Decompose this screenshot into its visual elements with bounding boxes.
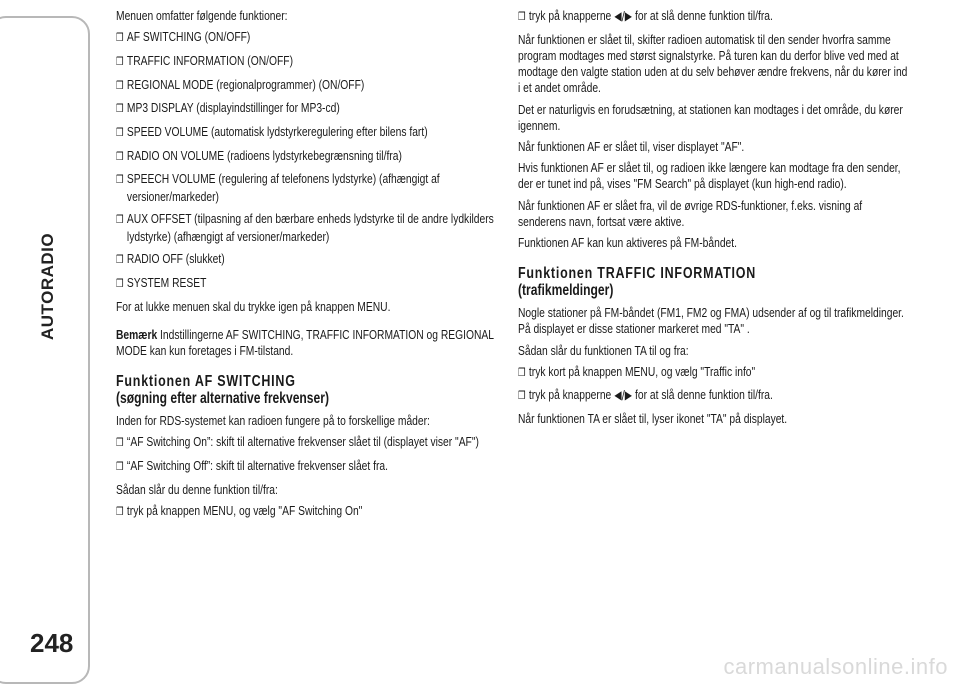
af-heading-subtitle: (søgning efter alternative frekvenser) (116, 390, 329, 408)
checkbox-bullet-icon: ❒ (116, 253, 124, 267)
note-label: Bemærk (116, 326, 158, 342)
checkbox-bullet-icon: ❒ (518, 365, 526, 379)
list-item: ❒ AF SWITCHING (ON/OFF) (116, 29, 506, 46)
checkbox-bullet-icon: ❒ (116, 31, 124, 45)
af-intro: Inden for RDS-systemet kan radioen fungere på to forskellige måder: (116, 413, 430, 429)
checkbox-bullet-icon: ❒ (116, 126, 124, 140)
list-item: ❒ tryk på knapperne ◀/▶ for at slå denne funktion til/fra. (518, 387, 908, 404)
paragraph: Når funktionen AF er slået fra, vil de øvrige RDS-funktioner, f.eks. visning af senderens navn, fortsat være aktive. (518, 197, 863, 229)
page-frame (0, 16, 90, 684)
list-item: ❒ SPEED VOLUME (automatisk lydstyrkeregulering efter bilens fart) (116, 124, 506, 141)
checkbox-bullet-icon: ❒ (116, 78, 124, 92)
checkbox-bullet-icon: ❒ (116, 173, 124, 187)
list-item: ❒ tryk på knappen MENU, og vælg "AF Switching On" (116, 503, 506, 520)
list-item: ❒ MP3 DISPLAY (displayindstillinger for MP3-cd) (116, 100, 506, 117)
checkbox-bullet-icon: ❒ (116, 102, 124, 116)
list-item: ❒ TRAFFIC INFORMATION (ON/OFF) (116, 53, 506, 70)
checkbox-bullet-icon: ❒ (116, 460, 124, 474)
list-item: ❒ RADIO ON VOLUME (radioens lydstyrkebegrænsning til/fra) (116, 148, 506, 165)
checkbox-bullet-icon: ❒ (116, 213, 124, 227)
left-column (116, 8, 506, 527)
watermark: carmanualsonline.info (723, 654, 948, 679)
ta-result: Når funktionen TA er slået til, lyser ikonet "TA" på displayet. (518, 411, 788, 427)
af-heading (116, 373, 506, 407)
checkbox-bullet-icon: ❒ (518, 389, 526, 403)
list-item: ❒ tryk på knapperne ◀/▶ for at slå denne funktion til/fra. (518, 8, 908, 25)
list-item: ❒ tryk kort på knappen MENU, og vælg "Traffic info" (518, 364, 908, 381)
side-tab (0, 0, 104, 686)
ta-howto: Sådan slår du funktionen TA til og fra: (518, 342, 689, 358)
paragraph: Når funktionen er slået til, skifter radioen automatisk til den sender hvorfra samme program modtages med størst signalstyrke. På turen kan du derfor blive ved med at modtage den valgte station uden at du selv behøver ændre frekvens, når du kører ind i et andet område. (518, 31, 908, 96)
menu-intro: Menuen omfatter følgende funktioner: (116, 8, 288, 23)
ta-intro: Nogle stationer på FM-båndet (FM1, FM2 og FMA) udsender af og til trafikmeldinger. På displayet er disse stationer markeret med "TA" . (518, 305, 904, 337)
close-menu-text: For at lukke menuen skal du trykke igen på knappen MENU. (116, 298, 391, 314)
ta-heading-title: Funktionen TRAFFIC INFORMATION (518, 265, 757, 283)
note-text: Indstillingerne AF SWITCHING, TRAFFIC INFORMATION og REGIONAL MODE kan kun foretages i FM-tilstand. (116, 326, 494, 359)
page-number: 248 (30, 628, 74, 658)
left-right-arrow-icon: ◀/▶ (614, 388, 632, 403)
checkbox-bullet-icon: ❒ (116, 149, 124, 163)
ta-heading (518, 265, 908, 299)
list-item: ❒ “AF Switching Off”: skift til alternative frekvenser slået fra. (116, 458, 506, 475)
paragraph: Funktionen AF kan kun aktiveres på FM-båndet. (518, 234, 737, 250)
right-column (518, 8, 908, 432)
af-heading-title: Funktionen AF SWITCHING (116, 373, 296, 391)
checkbox-bullet-icon: ❒ (518, 10, 526, 23)
list-item: ❒ REGIONAL MODE (regionalprogrammer) (ON/OFF) (116, 77, 506, 94)
checkbox-bullet-icon: ❒ (116, 276, 124, 290)
af-howto: Sådan slår du denne funktion til/fra: (116, 481, 278, 497)
paragraph: Hvis funktionen AF er slået til, og radioen ikke længere kan modtage fra den sender, der er tunet ind på, vises "FM Search" på displayet (kun high-end radio). (518, 160, 901, 192)
paragraph: Når funktionen AF er slået til, viser displayet "AF". (518, 138, 745, 154)
paragraph: Det er naturligvis en forudsætning, at stationen kan modtages i det område, du kører igennem. (518, 101, 903, 133)
section-label: AUTORADIO (38, 232, 57, 340)
checkbox-bullet-icon: ❒ (116, 54, 124, 68)
list-item: ❒ RADIO OFF (slukket) (116, 251, 506, 268)
left-right-arrow-icon: ◀/▶ (614, 9, 632, 23)
list-item: ❒ “AF Switching On”: skift til alternative frekvenser slået til (displayet viser "AF") (116, 434, 506, 451)
list-item: ❒ SYSTEM RESET (116, 275, 506, 292)
note-paragraph (116, 327, 506, 359)
list-item: ❒ AUX OFFSET (tilpasning af den bærbare enheds lydstyrke til de andre lydkilders lydstyrke) (afhængigt af versioner/markeder) (116, 211, 494, 244)
checkbox-bullet-icon: ❒ (116, 436, 124, 450)
checkbox-bullet-icon: ❒ (116, 505, 124, 519)
list-item: ❒ SPEECH VOLUME (regulering af telefonens lydstyrke) (afhængigt af versioner/markeder) (116, 171, 440, 204)
ta-heading-subtitle: (trafikmeldinger) (518, 282, 614, 300)
